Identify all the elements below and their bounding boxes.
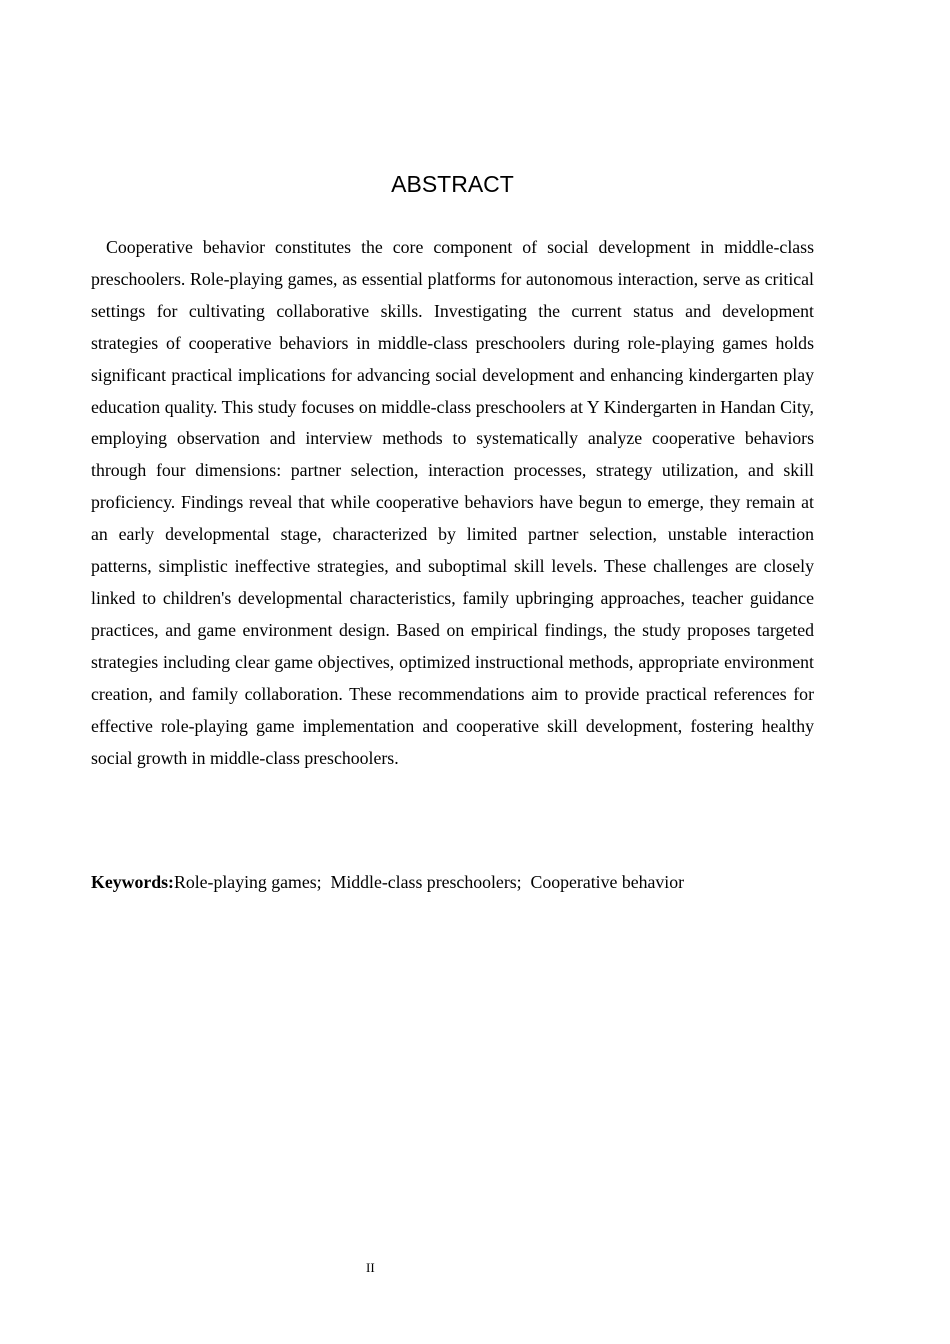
abstract-title: ABSTRACT <box>391 171 514 197</box>
keywords-line <box>91 867 814 899</box>
abstract-body: Cooperative behavior constitutes the core component of social development in middle-class preschoolers. Role-playing games, as essential platforms for autonomous interaction, serve as critical settings for cultivating collaborative skills. Investigating the current status and development strategies of cooperative behaviors in middle-class preschoolers during role-playing games holds significant practical implications for advancing social development and enhancing kindergarten play education quality. This study focuses on middle-class preschoolers at Y Kindergarten in Handan City, employing observation and interview methods to systematically analyze cooperative behaviors through four dimensions: partner selection, interaction processes, strategy utilization, and skill proficiency. Findings reveal that while cooperative behaviors have begun to emerge, they remain at an early developmental stage, characterized by limited partner selection, unstable interaction patterns, simplistic ineffective strategies, and suboptimal skill levels. These challenges are closely linked to children's developmental characteristics, family upbringing approaches, teacher guidance practices, and game environment design. Based on empirical findings, the study proposes targeted strategies including clear game objectives, optimized instructional methods, appropriate environment creation, and family collaboration. These recommendations aim to provide practical references for effective role-playing game implementation and cooperative skill development, fostering healthy social growth in middle-class preschoolers. <box>91 237 814 768</box>
keywords-label: Keywords: <box>91 872 174 892</box>
keywords-text: Role-playing games; Middle-class preschoolers; Cooperative behavior <box>173 872 685 892</box>
page-number: II <box>366 1260 375 1275</box>
